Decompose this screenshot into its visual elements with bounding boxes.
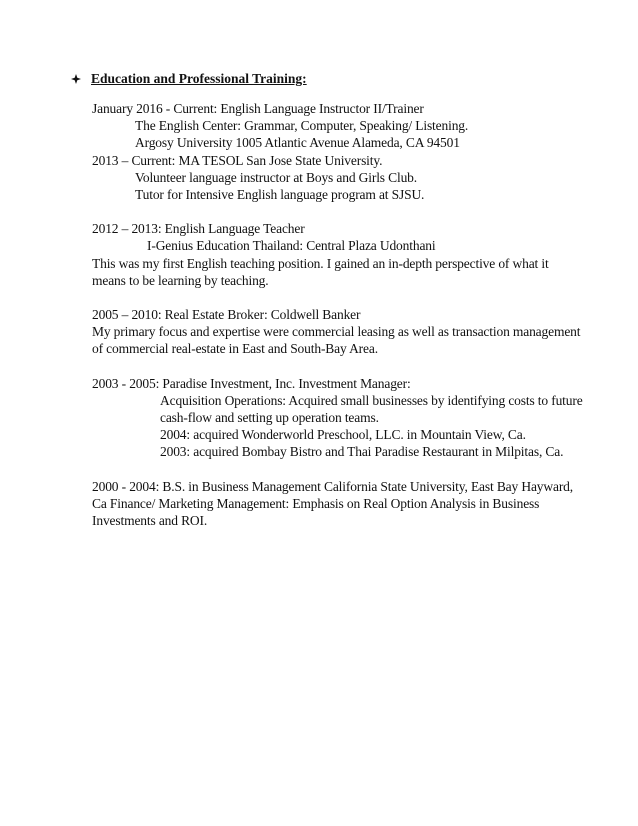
spacer (92, 289, 572, 306)
entry-line: Investments and ROI. (92, 513, 208, 529)
entry-line: Volunteer language instructor at Boys and Girls Club. (135, 169, 418, 185)
entry-line: 2013 – Current: MA TESOL San Jose State University. (92, 152, 383, 168)
entry-line: I-Genius Education Thailand: Central Plaza Udonthani (147, 238, 436, 254)
spacer (92, 358, 572, 375)
diamond-bullet-icon (71, 74, 81, 84)
entry-line: Ca Finance/ Marketing Management: Emphasis on Real Option Analysis in Business (92, 495, 540, 511)
entry-line: 2003: acquired Bombay Bistro and Thai Paradise Restaurant in Milpitas, Ca. (160, 444, 564, 460)
entry-line: Argosy University 1005 Atlantic Avenue Alameda, CA 94501 (135, 135, 460, 151)
entry-english-center (92, 100, 572, 152)
entry-line: cash-flow and setting up operation teams. (160, 410, 379, 426)
entry-line: 2005 – 2010: Real Estate Broker: Coldwell Banker (92, 307, 361, 323)
entry-coldwell-banker (92, 306, 581, 358)
entry-line: Tutor for Intensive English language program at SJSU. (135, 187, 425, 203)
entry-line: The English Center: Grammar, Computer, Speaking/ Listening. (135, 118, 469, 134)
section-heading (71, 71, 307, 87)
entry-line: of commercial real-estate in East and South-Bay Area. (92, 341, 378, 357)
spacer (92, 203, 572, 220)
spacer (92, 461, 572, 478)
entry-line: means to be learning by teaching. (92, 272, 269, 288)
section-title: Education and Professional Training: (91, 71, 307, 86)
entry-csueb (92, 478, 572, 530)
entry-line: January 2016 - Current: English Language Instructor II/Trainer (92, 101, 424, 116)
document-body (92, 100, 583, 529)
entry-igenius (92, 220, 572, 289)
entry-line: 2004: acquired Wonderworld Preschool, LLC. in Mountain View, Ca. (160, 427, 526, 443)
entry-line: 2012 – 2013: English Language Teacher (92, 221, 305, 237)
entry-line: 2000 - 2004: B.S. in Business Management California State University, East Bay Hayward, (92, 478, 573, 494)
entry-paradise-investment (92, 375, 583, 461)
entry-sjsu (92, 152, 572, 204)
entry-line: My primary focus and expertise were commercial leasing as well as transaction management (92, 324, 581, 340)
entry-line: Acquisition Operations: Acquired small businesses by identifying costs to future (160, 392, 583, 408)
entry-line: This was my first English teaching position. I gained an in-depth perspective of what it (92, 255, 549, 271)
entry-line: 2003 - 2005: Paradise Investment, Inc. Investment Manager: (92, 375, 411, 391)
